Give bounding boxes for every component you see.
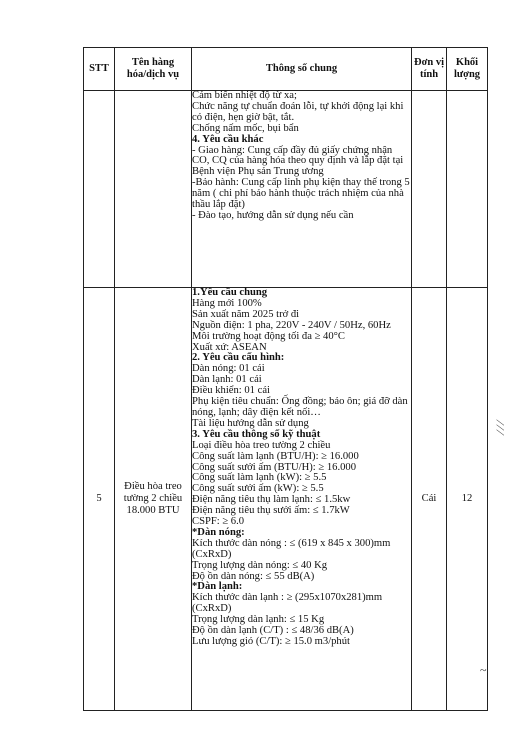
name-cell: [115, 91, 192, 288]
stt-cell: [84, 91, 115, 288]
spec-line: Dàn nóng: 01 cái: [192, 363, 265, 375]
spec-line: Điều khiển: 01 cái: [192, 385, 270, 397]
unit-cell: [412, 91, 447, 288]
margin-scribble: ⁄ ⁄ ⁄: [493, 421, 508, 434]
spec-line: Điện năng tiêu thụ làm lạnh: ≤ 1.5kw: [192, 494, 351, 506]
spec-line: *Dàn lạnh:: [192, 581, 243, 593]
spec-line: - Giao hàng: Cung cấp đầy đủ giấy chứng nhận CO, CQ của hàng hóa theo quy định và lắp đặt tại Bệnh viện Phụ sản Trung ương: [192, 144, 404, 178]
spec-line: Chức năng tự chuẩn đoán lỗi, tự khởi động lại khi có điện, hẹn giờ bật, tắt.: [192, 100, 404, 123]
header-spec: Thông số chung: [192, 48, 412, 91]
spec-line: Kích thước dàn lạnh : ≥ (295x1070x281)mm (CxRxD): [192, 592, 383, 615]
spec-line: Chống nấm mốc, bụi bẩn: [192, 122, 299, 134]
spec-line: 2. Yêu cầu cấu hình:: [192, 352, 285, 364]
spec-line: Trọng lượng dàn lạnh: ≤ 15 Kg: [192, 614, 325, 626]
spec-line: Hàng mới 100%: [192, 297, 262, 309]
initial-mark: ~: [480, 663, 487, 677]
qty-cell: 12: [447, 288, 488, 711]
spec-line: Tài liệu hướng dẫn sử dụng: [192, 417, 309, 429]
spec-line: Độ ồn dàn lạnh (C/T) : ≤ 48/36 dB(A): [192, 625, 354, 637]
spec-cell: [192, 91, 412, 288]
spec-line: Loại điều hòa treo tường 2 chiều: [192, 439, 331, 451]
spec-line: Công suất sưởi ấm (kW): ≥ 5.5: [192, 483, 324, 495]
header-qty: Khối lượng: [447, 48, 488, 91]
spec-line: -Bảo hành: Cung cấp linh phụ kiện thay thế trong 5 năm ( chi phí bảo hành thuộc trách nhiệm của nhà thầu lắp đặt): [192, 177, 410, 211]
spec-line: *Dàn nóng:: [192, 526, 245, 538]
header-name: Tên hàng hóa/dịch vụ: [115, 48, 192, 91]
spec-line: Môi trường hoạt động tối đa ≥ 40°C: [192, 330, 345, 342]
spec-line: - Đào tạo, hướng dẫn sử dụng nếu cần: [192, 209, 354, 221]
spec-line: Công suất làm lạnh (kW): ≥ 5.5: [192, 472, 327, 484]
spec-cell: [192, 288, 412, 711]
header-unit: Đơn vị tính: [412, 48, 447, 91]
spec-line: Kích thước dàn nóng : ≤ (619 x 845 x 300)mm (CxRxD): [192, 537, 391, 560]
unit-cell: Cái: [412, 288, 447, 711]
table-header-row: [84, 48, 488, 91]
spec-line: CSPF: ≥ 6.0: [192, 516, 245, 528]
spec-line: Công suất sưởi ấm (BTU/H): ≥ 16.000: [192, 461, 356, 473]
spec-line: Lưu lượng gió (C/T): ≥ 15.0 m3/phút: [192, 636, 350, 647]
name-cell: Điều hòa treo tường 2 chiều 18.000 BTU: [115, 288, 192, 711]
qty-cell: [447, 91, 488, 288]
spec-line: Phụ kiện tiêu chuẩn: Ống đồng; bảo ôn; giá đỡ dàn nóng, lạnh; dây điện kết nối…: [192, 396, 408, 418]
spec-line: Nguồn điện: 1 pha, 220V - 240V / 50Hz, 60Hz: [192, 319, 391, 331]
spec-line: Điện năng tiêu thụ sưởi ấm: ≤ 1.7kW: [192, 505, 350, 517]
spec-line: Sản xuất năm 2025 trở đi: [192, 308, 300, 320]
stt-cell: 5: [84, 288, 115, 711]
spec-line: 3. Yêu cầu thông số kỹ thuật: [192, 428, 321, 440]
table-row: [84, 288, 488, 711]
spec-line: Trọng lượng dàn nóng: ≤ 40 Kg: [192, 559, 328, 571]
table-row: [84, 91, 488, 288]
spec-table: [83, 47, 488, 711]
spec-line: Công suất làm lạnh (BTU/H): ≥ 16.000: [192, 450, 359, 462]
spec-line: Dàn lạnh: 01 cái: [192, 374, 262, 386]
spec-line: 4. Yêu cầu khác: [192, 133, 264, 145]
spec-line: Cảm biến nhiệt độ từ xa;: [192, 90, 297, 101]
spec-line: Độ ồn dàn nóng: ≤ 55 dB(A): [192, 570, 315, 582]
spec-line: 1.Yêu cầu chung: [192, 287, 268, 298]
header-stt: STT: [84, 48, 115, 91]
spec-line: Xuất xứ: ASEAN: [192, 341, 267, 353]
